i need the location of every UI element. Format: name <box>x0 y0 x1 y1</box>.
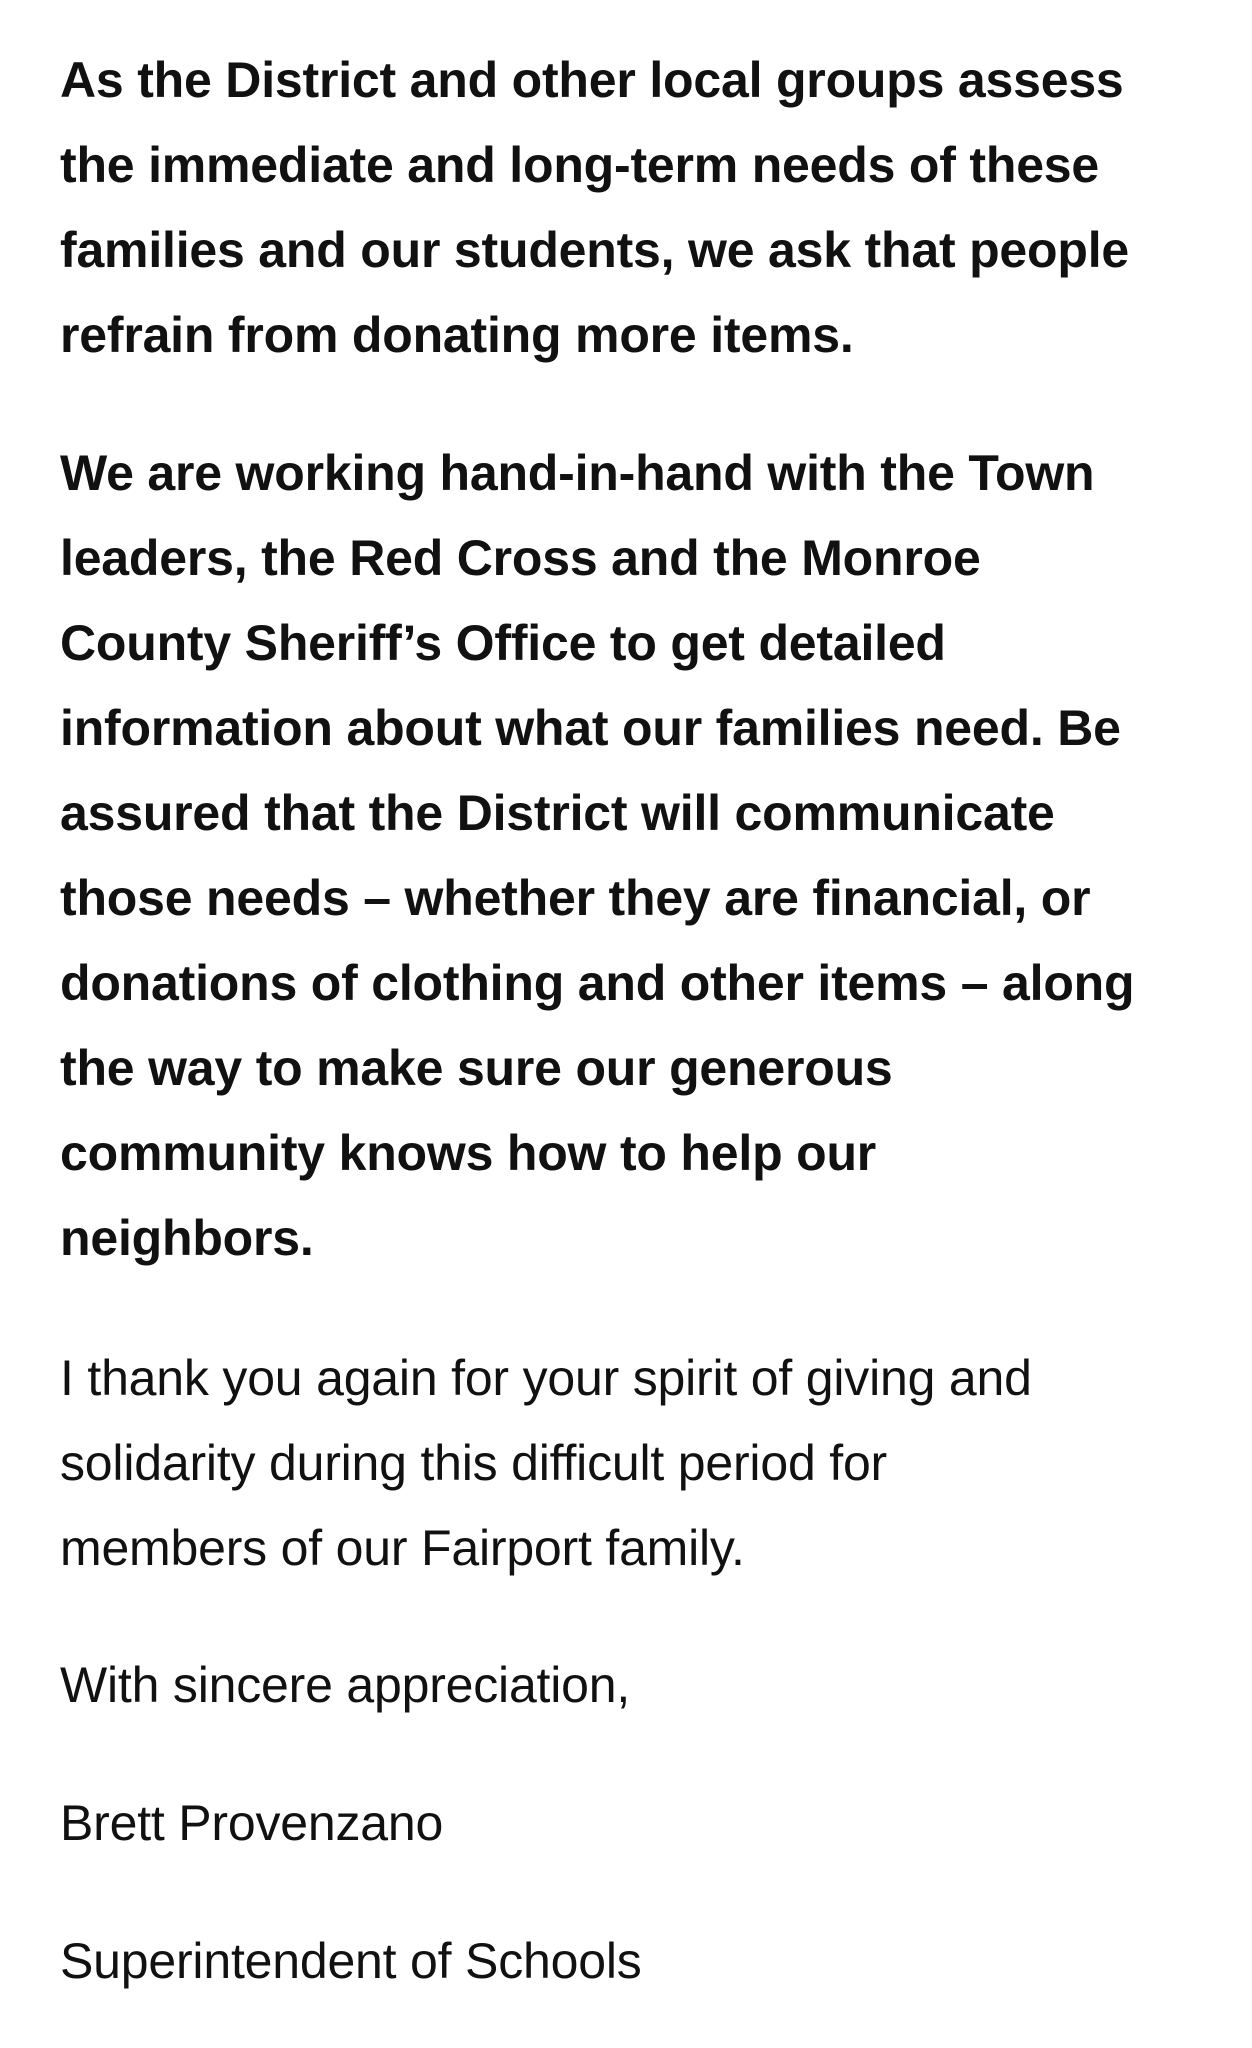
text-line: assured that the District will communicate <box>60 785 1055 841</box>
text-line: neighbors. <box>60 1210 314 1266</box>
text-line: community knows how to help our <box>60 1125 877 1181</box>
text-line: families and our students, we ask that people <box>60 222 1130 278</box>
paragraph-thanks <box>60 1336 1210 1591</box>
text-line: the immediate and long-term needs of these <box>60 137 1100 193</box>
text-line: information about what our families need. Be <box>60 700 1121 756</box>
paragraph-donation-request <box>60 38 1210 378</box>
text-line: County Sheriff’s Office to get detailed <box>60 615 946 671</box>
text-line: those needs – whether they are financial, or <box>60 870 1091 926</box>
text-line: refrain from donating more items. <box>60 307 854 363</box>
text-line: donations of clothing and other items – along <box>60 955 1135 1011</box>
text-line: members of our Fairport family. <box>60 1520 745 1576</box>
closing-line <box>60 1643 1210 1728</box>
letter-body <box>60 38 1210 2004</box>
signature-name <box>60 1781 1210 1866</box>
text-line: solidarity during this difficult period for <box>60 1435 887 1491</box>
text-line: We are working hand-in-hand with the Town <box>60 445 1095 501</box>
signature-title-text: Superintendent of Schools <box>60 1933 642 1989</box>
text-line: As the District and other local groups assess <box>60 52 1124 108</box>
text-line: leaders, the Red Cross and the Monroe <box>60 530 981 586</box>
signature-title <box>60 1919 1210 2004</box>
signature-name-text: Brett Provenzano <box>60 1795 444 1851</box>
closing-text: With sincere appreciation, <box>60 1657 631 1713</box>
text-line: the way to make sure our generous <box>60 1040 893 1096</box>
paragraph-partnership <box>60 431 1210 1281</box>
text-line: I thank you again for your spirit of giving and <box>60 1350 1032 1406</box>
